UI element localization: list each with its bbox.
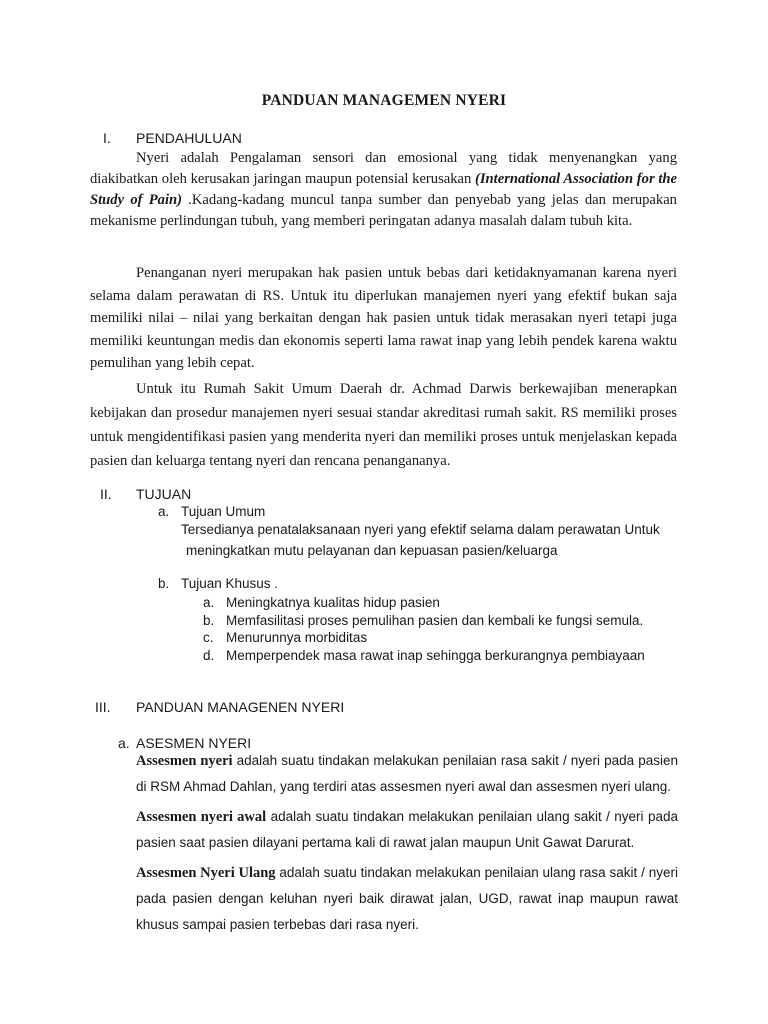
para-1-text-b: .Kadang-kadang muncul tanpa sumber dan penyebab yang jelas dan merupakan mekanisme perlindungan tubuh, yang memberi peringatan adanya masalah dalam tubuh kita.: [90, 192, 677, 229]
para-1-text-a: Nyeri adalah Pengalaman sensori dan emosional yang tidak menyenangkan yang diakibatkan oleh kerusakan jaringan maupun potensial kerusakan: [90, 150, 677, 187]
section-1-heading: PENDAHULUAN: [136, 130, 242, 146]
section-1-paragraph-3: [90, 377, 677, 473]
section-3-heading: PANDUAN MANAGENEN NYERI: [136, 699, 345, 715]
definition-item: [136, 748, 678, 800]
section-1-number: I.: [103, 130, 111, 146]
asesmen-label: a.: [118, 735, 130, 751]
list-item-label: a.: [203, 595, 215, 610]
section-3-number: III.: [95, 699, 111, 715]
definition-item: [136, 860, 678, 938]
tujuan-umum-title: Tujuan Umum: [181, 504, 266, 519]
definition-text: adalah suatu tindakan melakukan penilaian rasa sakit / nyeri pada pasien di RSM Ahmad Dahlan, yang terdiri atas assesmen nyeri awal dan assesmen nyeri ulang.: [136, 753, 678, 794]
list-item-label: d.: [203, 648, 215, 663]
para-1-citation: (International Association for the Study of Pain): [90, 171, 677, 208]
definition-text: adalah suatu tindakan melakukan penilaian ulang rasa sakit / nyeri pada pasien dengan keluhan nyeri baik dirawat jalan, UGD, rawat inap maupun rawat khusus sampai pasien terbebas dari rasa nyeri.: [136, 865, 678, 932]
tujuan-umum-text-line-2: meningkatkan mutu pelayanan dan kepuasan pasien/keluarga: [186, 543, 558, 558]
tujuan-umum-label: a.: [158, 504, 170, 519]
list-item-text: Meningkatnya kualitas hidup pasien: [226, 595, 440, 610]
tujuan-khusus-label: b.: [158, 576, 170, 591]
section-1-paragraph-2: [90, 262, 677, 375]
section-2-number: II.: [100, 486, 112, 502]
para-3-text: Untuk itu Rumah Sakit Umum Daerah dr. Achmad Darwis berkewajiban menerapkan kebijakan dan prosedur manajemen nyeri sesuai standar akreditasi rumah sakit. RS memiliki proses untuk mengidentifikasi pasien yang menderita nyeri dan memiliki proses untuk menjelaskan kepada pasien dan keluarga tentang nyeri dan rencana penangananya.: [90, 381, 677, 469]
definition-term: Assesmen Nyeri Ulang: [136, 865, 276, 881]
tujuan-umum-text-line-1: Tersedianya penatalaksanaan nyeri yang efektif selama dalam perawatan Untuk: [181, 522, 660, 537]
list-item-text: Memfasilitasi proses pemulihan pasien dan kembali ke fungsi semula.: [226, 613, 644, 628]
list-item-text: Menurunnya morbiditas: [226, 630, 368, 645]
page-title: PANDUAN MANAGEMEN NYERI: [261, 92, 507, 109]
list-item-text: Memperpendek masa rawat inap sehingga berkurangnya pembiayaan: [226, 648, 645, 663]
asesmen-definitions: [136, 748, 678, 942]
definition-item: [136, 804, 678, 856]
para-2-text: Penanganan nyeri merupakan hak pasien untuk bebas dari ketidaknyamanan karena nyeri selama dalam perawatan di RS. Untuk itu diperlukan manajemen nyeri yang efektif bukan saja memiliki nilai – nilai yang berkaitan dengan hak pasien untuk tidak merasakan nyeri tetapi juga memiliki keuntungan medis dan ekonomis seperti lama rawat inap yang lebih pendek karena waktu pemulihan yang lebih cepat.: [90, 265, 677, 371]
section-2-heading: TUJUAN: [136, 486, 192, 502]
list-item-label: c.: [203, 630, 214, 645]
list-item-label: b.: [203, 613, 215, 628]
definition-term: Assesmen nyeri awal: [136, 809, 267, 825]
definition-text: adalah suatu tindakan melakukan penilaian ulang sakit / nyeri pada pasien saat pasien dilayani pertama kali di rawat jalan maupun Unit Gawat Darurat.: [136, 809, 678, 850]
section-1-paragraph-1: [90, 148, 677, 232]
definition-term: Assesmen nyeri: [136, 753, 233, 769]
asesmen-title: ASESMEN NYERI: [136, 735, 252, 751]
tujuan-khusus-title: Tujuan Khusus .: [181, 576, 279, 591]
